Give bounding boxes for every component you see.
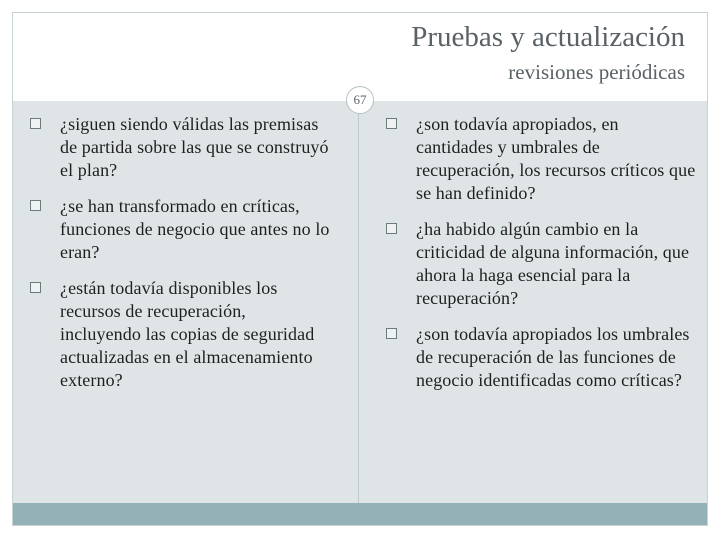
bullet-text: ¿son todavía apropiados, en cantidades y umbrales de recuperación, los recursos críticos que se han definido? bbox=[416, 114, 696, 203]
bullet-text: ¿son todavía apropiados los umbrales de recuperación de las funciones de negocio identificadas como críticas? bbox=[416, 324, 690, 390]
square-bullet-icon bbox=[386, 223, 397, 234]
bullet-text: ¿ha habido algún cambio en la criticidad de alguna información, que ahora la haga esencial para la recuperación? bbox=[416, 219, 690, 308]
list-item bbox=[30, 113, 330, 182]
square-bullet-icon bbox=[30, 282, 41, 293]
list-item bbox=[386, 323, 698, 392]
left-column bbox=[30, 113, 330, 392]
square-bullet-icon bbox=[386, 118, 397, 129]
slide-subtitle: revisiones periódicas bbox=[508, 60, 685, 84]
right-column bbox=[386, 113, 698, 392]
list-item bbox=[30, 195, 330, 264]
column-divider bbox=[358, 101, 359, 503]
slide-title: Pruebas y actualización bbox=[411, 21, 685, 53]
bullet-text: ¿están todavía disponibles los recursos de recuperación, incluyendo las copias de seguridad actualizadas en el almacenamiento externo? bbox=[60, 278, 315, 390]
bullet-text: ¿se han transformado en críticas, funciones de negocio que antes no lo eran? bbox=[60, 196, 330, 262]
footer-band bbox=[13, 503, 707, 525]
square-bullet-icon bbox=[30, 200, 41, 211]
bullet-text: ¿siguen siendo válidas las premisas de partida sobre las que se construyó el plan? bbox=[60, 114, 329, 180]
list-item bbox=[386, 218, 698, 310]
square-bullet-icon bbox=[30, 118, 41, 129]
page-number-badge: 67 bbox=[346, 86, 374, 114]
left-bullet-list bbox=[30, 113, 330, 392]
right-bullet-list bbox=[386, 113, 698, 392]
list-item bbox=[30, 277, 330, 392]
square-bullet-icon bbox=[386, 328, 397, 339]
list-item bbox=[386, 113, 698, 205]
